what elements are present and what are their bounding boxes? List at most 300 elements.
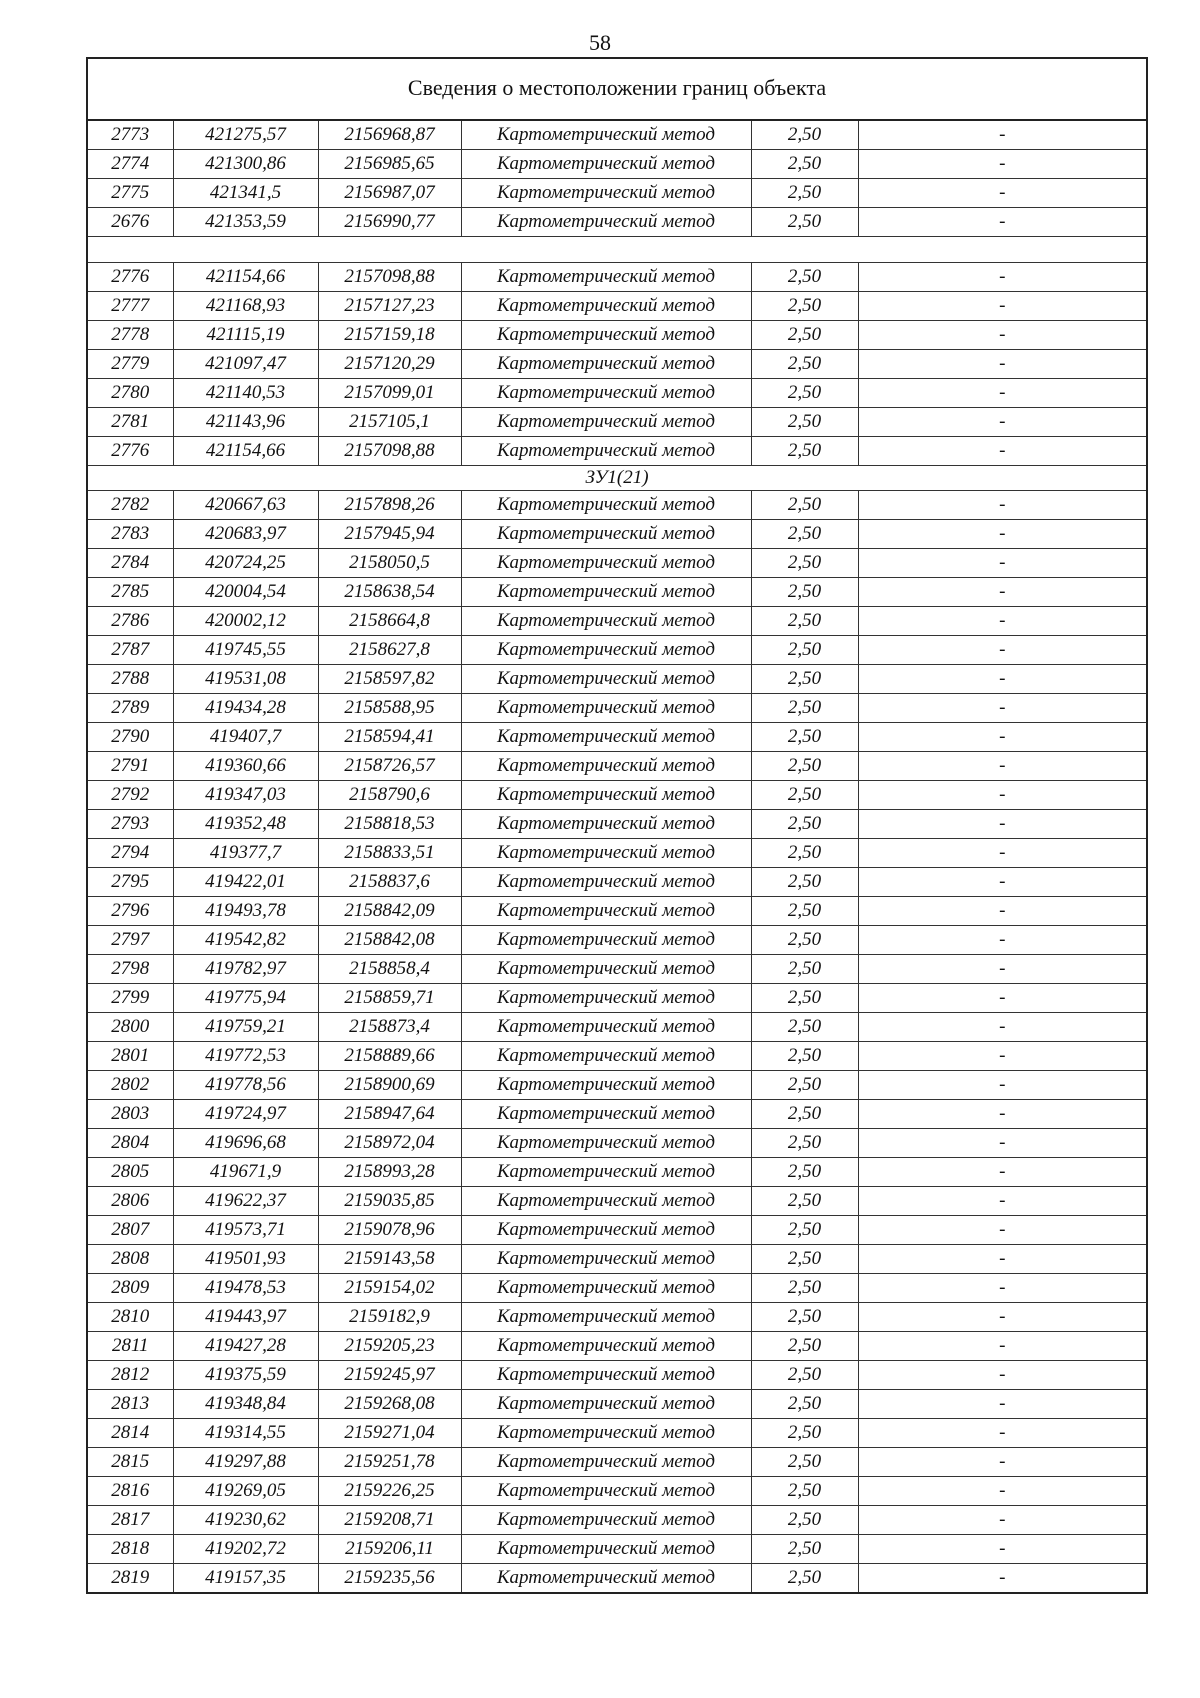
method-cell: Картометрический метод (461, 752, 751, 781)
description-cell: - (858, 1332, 1146, 1361)
section-heading-row (88, 466, 1146, 491)
table-row (88, 868, 1146, 897)
coordinates-table-body (88, 121, 1146, 1592)
table-row (88, 955, 1146, 984)
accuracy-cell: 2,50 (751, 926, 858, 955)
table-row (88, 665, 1146, 694)
y-coordinate-cell: 2159182,9 (318, 1303, 461, 1332)
accuracy-cell: 2,50 (751, 1564, 858, 1593)
accuracy-cell: 2,50 (751, 1158, 858, 1187)
table-row (88, 926, 1146, 955)
point-number-cell: 2806 (88, 1187, 173, 1216)
point-number-cell: 2805 (88, 1158, 173, 1187)
point-number-cell: 2816 (88, 1477, 173, 1506)
x-coordinate-cell: 420724,25 (173, 549, 318, 578)
table-row (88, 179, 1146, 208)
table-title: Сведения о местоположении границ объекта (88, 59, 1146, 121)
point-number-cell: 2785 (88, 578, 173, 607)
x-coordinate-cell: 419348,84 (173, 1390, 318, 1419)
point-number-cell: 2804 (88, 1129, 173, 1158)
x-coordinate-cell: 421140,53 (173, 379, 318, 408)
x-coordinate-cell: 419573,71 (173, 1216, 318, 1245)
y-coordinate-cell: 2156987,07 (318, 179, 461, 208)
accuracy-cell: 2,50 (751, 1303, 858, 1332)
method-cell: Картометрический метод (461, 379, 751, 408)
accuracy-cell: 2,50 (751, 984, 858, 1013)
x-coordinate-cell: 419157,35 (173, 1564, 318, 1593)
method-cell: Картометрический метод (461, 1303, 751, 1332)
point-number-cell: 2788 (88, 665, 173, 694)
description-cell: - (858, 810, 1146, 839)
point-number-cell: 2776 (88, 437, 173, 466)
point-number-cell: 2799 (88, 984, 173, 1013)
y-coordinate-cell: 2156968,87 (318, 121, 461, 150)
accuracy-cell: 2,50 (751, 1071, 858, 1100)
y-coordinate-cell: 2158889,66 (318, 1042, 461, 1071)
method-cell: Картометрический метод (461, 263, 751, 292)
x-coordinate-cell: 419759,21 (173, 1013, 318, 1042)
y-coordinate-cell: 2157127,23 (318, 292, 461, 321)
table-row (88, 1303, 1146, 1332)
point-number-cell: 2777 (88, 292, 173, 321)
y-coordinate-cell: 2158594,41 (318, 723, 461, 752)
table-row (88, 1013, 1146, 1042)
table-row (88, 897, 1146, 926)
table-row (88, 1564, 1146, 1593)
accuracy-cell: 2,50 (751, 549, 858, 578)
accuracy-cell: 2,50 (751, 1216, 858, 1245)
y-coordinate-cell: 2158818,53 (318, 810, 461, 839)
point-number-cell: 2789 (88, 694, 173, 723)
method-cell: Картометрический метод (461, 984, 751, 1013)
point-number-cell: 2676 (88, 208, 173, 237)
description-cell: - (858, 1129, 1146, 1158)
method-cell: Картометрический метод (461, 1535, 751, 1564)
method-cell: Картометрический метод (461, 520, 751, 549)
accuracy-cell: 2,50 (751, 437, 858, 466)
x-coordinate-cell: 419434,28 (173, 694, 318, 723)
description-cell: - (858, 1100, 1146, 1129)
point-number-cell: 2817 (88, 1506, 173, 1535)
table-row (88, 781, 1146, 810)
x-coordinate-cell: 421154,66 (173, 437, 318, 466)
table-row (88, 491, 1146, 520)
description-cell: - (858, 955, 1146, 984)
y-coordinate-cell: 2158859,71 (318, 984, 461, 1013)
description-cell: - (858, 607, 1146, 636)
accuracy-cell: 2,50 (751, 1506, 858, 1535)
method-cell: Картометрический метод (461, 292, 751, 321)
x-coordinate-cell: 419377,7 (173, 839, 318, 868)
y-coordinate-cell: 2158842,09 (318, 897, 461, 926)
point-number-cell: 2792 (88, 781, 173, 810)
x-coordinate-cell: 419778,56 (173, 1071, 318, 1100)
method-cell: Картометрический метод (461, 723, 751, 752)
point-number-cell: 2807 (88, 1216, 173, 1245)
point-number-cell: 2818 (88, 1535, 173, 1564)
x-coordinate-cell: 419230,62 (173, 1506, 318, 1535)
table-row (88, 1332, 1146, 1361)
table-row (88, 350, 1146, 379)
point-number-cell: 2797 (88, 926, 173, 955)
method-cell: Картометрический метод (461, 1100, 751, 1129)
y-coordinate-cell: 2157098,88 (318, 263, 461, 292)
description-cell: - (858, 208, 1146, 237)
description-cell: - (858, 1535, 1146, 1564)
point-number-cell: 2783 (88, 520, 173, 549)
point-number-cell: 2811 (88, 1332, 173, 1361)
y-coordinate-cell: 2158842,08 (318, 926, 461, 955)
boundary-coordinates-sheet (86, 57, 1148, 1594)
description-cell: - (858, 1448, 1146, 1477)
description-cell: - (858, 1158, 1146, 1187)
accuracy-cell: 2,50 (751, 121, 858, 150)
method-cell: Картометрический метод (461, 1071, 751, 1100)
method-cell: Картометрический метод (461, 179, 751, 208)
method-cell: Картометрический метод (461, 1158, 751, 1187)
table-row (88, 1361, 1146, 1390)
y-coordinate-cell: 2158837,6 (318, 868, 461, 897)
x-coordinate-cell: 419427,28 (173, 1332, 318, 1361)
point-number-cell: 2776 (88, 263, 173, 292)
x-coordinate-cell: 421168,93 (173, 292, 318, 321)
x-coordinate-cell: 421143,96 (173, 408, 318, 437)
accuracy-cell: 2,50 (751, 520, 858, 549)
accuracy-cell: 2,50 (751, 839, 858, 868)
table-row (88, 1477, 1146, 1506)
method-cell: Картометрический метод (461, 926, 751, 955)
point-number-cell: 2790 (88, 723, 173, 752)
table-row (88, 520, 1146, 549)
y-coordinate-cell: 2159143,58 (318, 1245, 461, 1274)
accuracy-cell: 2,50 (751, 578, 858, 607)
description-cell: - (858, 1013, 1146, 1042)
table-row (88, 1390, 1146, 1419)
accuracy-cell: 2,50 (751, 1332, 858, 1361)
x-coordinate-cell: 419745,55 (173, 636, 318, 665)
x-coordinate-cell: 419501,93 (173, 1245, 318, 1274)
x-coordinate-cell: 419407,7 (173, 723, 318, 752)
description-cell: - (858, 1303, 1146, 1332)
description-cell: - (858, 1187, 1146, 1216)
point-number-cell: 2779 (88, 350, 173, 379)
y-coordinate-cell: 2159078,96 (318, 1216, 461, 1245)
method-cell: Картометрический метод (461, 549, 751, 578)
table-row (88, 121, 1146, 150)
x-coordinate-cell: 419375,59 (173, 1361, 318, 1390)
method-cell: Картометрический метод (461, 607, 751, 636)
point-number-cell: 2798 (88, 955, 173, 984)
method-cell: Картометрический метод (461, 408, 751, 437)
table-row (88, 1274, 1146, 1303)
x-coordinate-cell: 419724,97 (173, 1100, 318, 1129)
x-coordinate-cell: 419269,05 (173, 1477, 318, 1506)
point-number-cell: 2782 (88, 491, 173, 520)
table-row (88, 1535, 1146, 1564)
accuracy-cell: 2,50 (751, 1419, 858, 1448)
description-cell: - (858, 520, 1146, 549)
x-coordinate-cell: 420004,54 (173, 578, 318, 607)
method-cell: Картометрический метод (461, 1013, 751, 1042)
x-coordinate-cell: 421097,47 (173, 350, 318, 379)
table-row (88, 208, 1146, 237)
table-row (88, 1042, 1146, 1071)
y-coordinate-cell: 2158588,95 (318, 694, 461, 723)
point-number-cell: 2808 (88, 1245, 173, 1274)
description-cell: - (858, 179, 1146, 208)
y-coordinate-cell: 2158050,5 (318, 549, 461, 578)
accuracy-cell: 2,50 (751, 379, 858, 408)
point-number-cell: 2809 (88, 1274, 173, 1303)
y-coordinate-cell: 2158972,04 (318, 1129, 461, 1158)
accuracy-cell: 2,50 (751, 781, 858, 810)
table-row (88, 694, 1146, 723)
x-coordinate-cell: 419297,88 (173, 1448, 318, 1477)
description-cell: - (858, 1361, 1146, 1390)
point-number-cell: 2810 (88, 1303, 173, 1332)
method-cell: Картометрический метод (461, 1448, 751, 1477)
accuracy-cell: 2,50 (751, 408, 858, 437)
description-cell: - (858, 665, 1146, 694)
description-cell: - (858, 379, 1146, 408)
table-row (88, 607, 1146, 636)
x-coordinate-cell: 419542,82 (173, 926, 318, 955)
description-cell: - (858, 984, 1146, 1013)
accuracy-cell: 2,50 (751, 1013, 858, 1042)
table-row (88, 1506, 1146, 1535)
y-coordinate-cell: 2159245,97 (318, 1361, 461, 1390)
method-cell: Картометрический метод (461, 1419, 751, 1448)
point-number-cell: 2784 (88, 549, 173, 578)
description-cell: - (858, 636, 1146, 665)
method-cell: Картометрический метод (461, 694, 751, 723)
x-coordinate-cell: 419443,97 (173, 1303, 318, 1332)
x-coordinate-cell: 420002,12 (173, 607, 318, 636)
method-cell: Картометрический метод (461, 1332, 751, 1361)
accuracy-cell: 2,50 (751, 1245, 858, 1274)
accuracy-cell: 2,50 (751, 868, 858, 897)
method-cell: Картометрический метод (461, 839, 751, 868)
y-coordinate-cell: 2159154,02 (318, 1274, 461, 1303)
accuracy-cell: 2,50 (751, 1535, 858, 1564)
description-cell: - (858, 1071, 1146, 1100)
accuracy-cell: 2,50 (751, 1129, 858, 1158)
y-coordinate-cell: 2157120,29 (318, 350, 461, 379)
y-coordinate-cell: 2158873,4 (318, 1013, 461, 1042)
y-coordinate-cell: 2157105,1 (318, 408, 461, 437)
method-cell: Картометрический метод (461, 636, 751, 665)
accuracy-cell: 2,50 (751, 491, 858, 520)
point-number-cell: 2803 (88, 1100, 173, 1129)
x-coordinate-cell: 419202,72 (173, 1535, 318, 1564)
y-coordinate-cell: 2159251,78 (318, 1448, 461, 1477)
section-heading: ЗУ1(21) (88, 466, 1146, 491)
table-row (88, 1419, 1146, 1448)
y-coordinate-cell: 2158726,57 (318, 752, 461, 781)
method-cell: Картометрический метод (461, 897, 751, 926)
point-number-cell: 2796 (88, 897, 173, 926)
description-cell: - (858, 781, 1146, 810)
y-coordinate-cell: 2156990,77 (318, 208, 461, 237)
table-row (88, 723, 1146, 752)
method-cell: Картометрический метод (461, 350, 751, 379)
description-cell: - (858, 1419, 1146, 1448)
table-row (88, 1245, 1146, 1274)
description-cell: - (858, 1390, 1146, 1419)
method-cell: Картометрический метод (461, 1564, 751, 1593)
accuracy-cell: 2,50 (751, 955, 858, 984)
description-cell: - (858, 292, 1146, 321)
y-coordinate-cell: 2158947,64 (318, 1100, 461, 1129)
x-coordinate-cell: 419314,55 (173, 1419, 318, 1448)
y-coordinate-cell: 2158900,69 (318, 1071, 461, 1100)
table-row (88, 1187, 1146, 1216)
y-coordinate-cell: 2158597,82 (318, 665, 461, 694)
x-coordinate-cell: 421300,86 (173, 150, 318, 179)
point-number-cell: 2778 (88, 321, 173, 350)
description-cell: - (858, 491, 1146, 520)
point-number-cell: 2775 (88, 179, 173, 208)
x-coordinate-cell: 419360,66 (173, 752, 318, 781)
x-coordinate-cell: 420667,63 (173, 491, 318, 520)
method-cell: Картометрический метод (461, 437, 751, 466)
table-row (88, 1216, 1146, 1245)
accuracy-cell: 2,50 (751, 665, 858, 694)
point-number-cell: 2793 (88, 810, 173, 839)
x-coordinate-cell: 421275,57 (173, 121, 318, 150)
method-cell: Картометрический метод (461, 1042, 751, 1071)
y-coordinate-cell: 2159208,71 (318, 1506, 461, 1535)
y-coordinate-cell: 2159235,56 (318, 1564, 461, 1593)
x-coordinate-cell: 419478,53 (173, 1274, 318, 1303)
point-number-cell: 2791 (88, 752, 173, 781)
y-coordinate-cell: 2157898,26 (318, 491, 461, 520)
method-cell: Картометрический метод (461, 321, 751, 350)
table-row (88, 150, 1146, 179)
accuracy-cell: 2,50 (751, 1187, 858, 1216)
method-cell: Картометрический метод (461, 1216, 751, 1245)
description-cell: - (858, 350, 1146, 379)
point-number-cell: 2802 (88, 1071, 173, 1100)
y-coordinate-cell: 2157099,01 (318, 379, 461, 408)
method-cell: Картометрический метод (461, 150, 751, 179)
description-cell: - (858, 1216, 1146, 1245)
point-number-cell: 2780 (88, 379, 173, 408)
table-row (88, 263, 1146, 292)
table-row (88, 752, 1146, 781)
point-number-cell: 2787 (88, 636, 173, 665)
description-cell: - (858, 1477, 1146, 1506)
accuracy-cell: 2,50 (751, 694, 858, 723)
table-row (88, 810, 1146, 839)
method-cell: Картометрический метод (461, 781, 751, 810)
y-coordinate-cell: 2158627,8 (318, 636, 461, 665)
method-cell: Картометрический метод (461, 491, 751, 520)
accuracy-cell: 2,50 (751, 150, 858, 179)
point-number-cell: 2774 (88, 150, 173, 179)
method-cell: Картометрический метод (461, 955, 751, 984)
table-row (88, 984, 1146, 1013)
accuracy-cell: 2,50 (751, 1274, 858, 1303)
description-cell: - (858, 150, 1146, 179)
table-row (88, 578, 1146, 607)
method-cell: Картометрический метод (461, 1274, 751, 1303)
description-cell: - (858, 897, 1146, 926)
y-coordinate-cell: 2157159,18 (318, 321, 461, 350)
coordinates-table (88, 121, 1146, 1592)
point-number-cell: 2795 (88, 868, 173, 897)
accuracy-cell: 2,50 (751, 723, 858, 752)
accuracy-cell: 2,50 (751, 1361, 858, 1390)
description-cell: - (858, 549, 1146, 578)
accuracy-cell: 2,50 (751, 1042, 858, 1071)
table-row (88, 321, 1146, 350)
y-coordinate-cell: 2158858,4 (318, 955, 461, 984)
point-number-cell: 2801 (88, 1042, 173, 1071)
point-number-cell: 2814 (88, 1419, 173, 1448)
method-cell: Картометрический метод (461, 1245, 751, 1274)
description-cell: - (858, 1506, 1146, 1535)
method-cell: Картометрический метод (461, 1129, 751, 1158)
description-cell: - (858, 263, 1146, 292)
point-number-cell: 2781 (88, 408, 173, 437)
description-cell: - (858, 408, 1146, 437)
method-cell: Картометрический метод (461, 1187, 751, 1216)
table-row (88, 408, 1146, 437)
y-coordinate-cell: 2159206,11 (318, 1535, 461, 1564)
blank-separator-row (88, 237, 1146, 263)
accuracy-cell: 2,50 (751, 1448, 858, 1477)
x-coordinate-cell: 419622,37 (173, 1187, 318, 1216)
y-coordinate-cell: 2159268,08 (318, 1390, 461, 1419)
description-cell: - (858, 121, 1146, 150)
x-coordinate-cell: 419775,94 (173, 984, 318, 1013)
x-coordinate-cell: 419671,9 (173, 1158, 318, 1187)
table-row (88, 379, 1146, 408)
description-cell: - (858, 926, 1146, 955)
point-number-cell: 2815 (88, 1448, 173, 1477)
table-row (88, 1071, 1146, 1100)
description-cell: - (858, 437, 1146, 466)
x-coordinate-cell: 419347,03 (173, 781, 318, 810)
y-coordinate-cell: 2158833,51 (318, 839, 461, 868)
description-cell: - (858, 868, 1146, 897)
x-coordinate-cell: 421353,59 (173, 208, 318, 237)
method-cell: Картометрический метод (461, 578, 751, 607)
y-coordinate-cell: 2159226,25 (318, 1477, 461, 1506)
method-cell: Картометрический метод (461, 121, 751, 150)
description-cell: - (858, 694, 1146, 723)
point-number-cell: 2800 (88, 1013, 173, 1042)
table-row (88, 636, 1146, 665)
y-coordinate-cell: 2158638,54 (318, 578, 461, 607)
table-row (88, 437, 1146, 466)
table-row (88, 549, 1146, 578)
description-cell: - (858, 723, 1146, 752)
x-coordinate-cell: 419772,53 (173, 1042, 318, 1071)
blank-separator (88, 237, 1146, 263)
x-coordinate-cell: 419531,08 (173, 665, 318, 694)
x-coordinate-cell: 420683,97 (173, 520, 318, 549)
method-cell: Картометрический метод (461, 868, 751, 897)
method-cell: Картометрический метод (461, 1361, 751, 1390)
accuracy-cell: 2,50 (751, 208, 858, 237)
page-number: 58 (589, 30, 611, 55)
accuracy-cell: 2,50 (751, 1390, 858, 1419)
method-cell: Картометрический метод (461, 1390, 751, 1419)
point-number-cell: 2819 (88, 1564, 173, 1593)
accuracy-cell: 2,50 (751, 1100, 858, 1129)
